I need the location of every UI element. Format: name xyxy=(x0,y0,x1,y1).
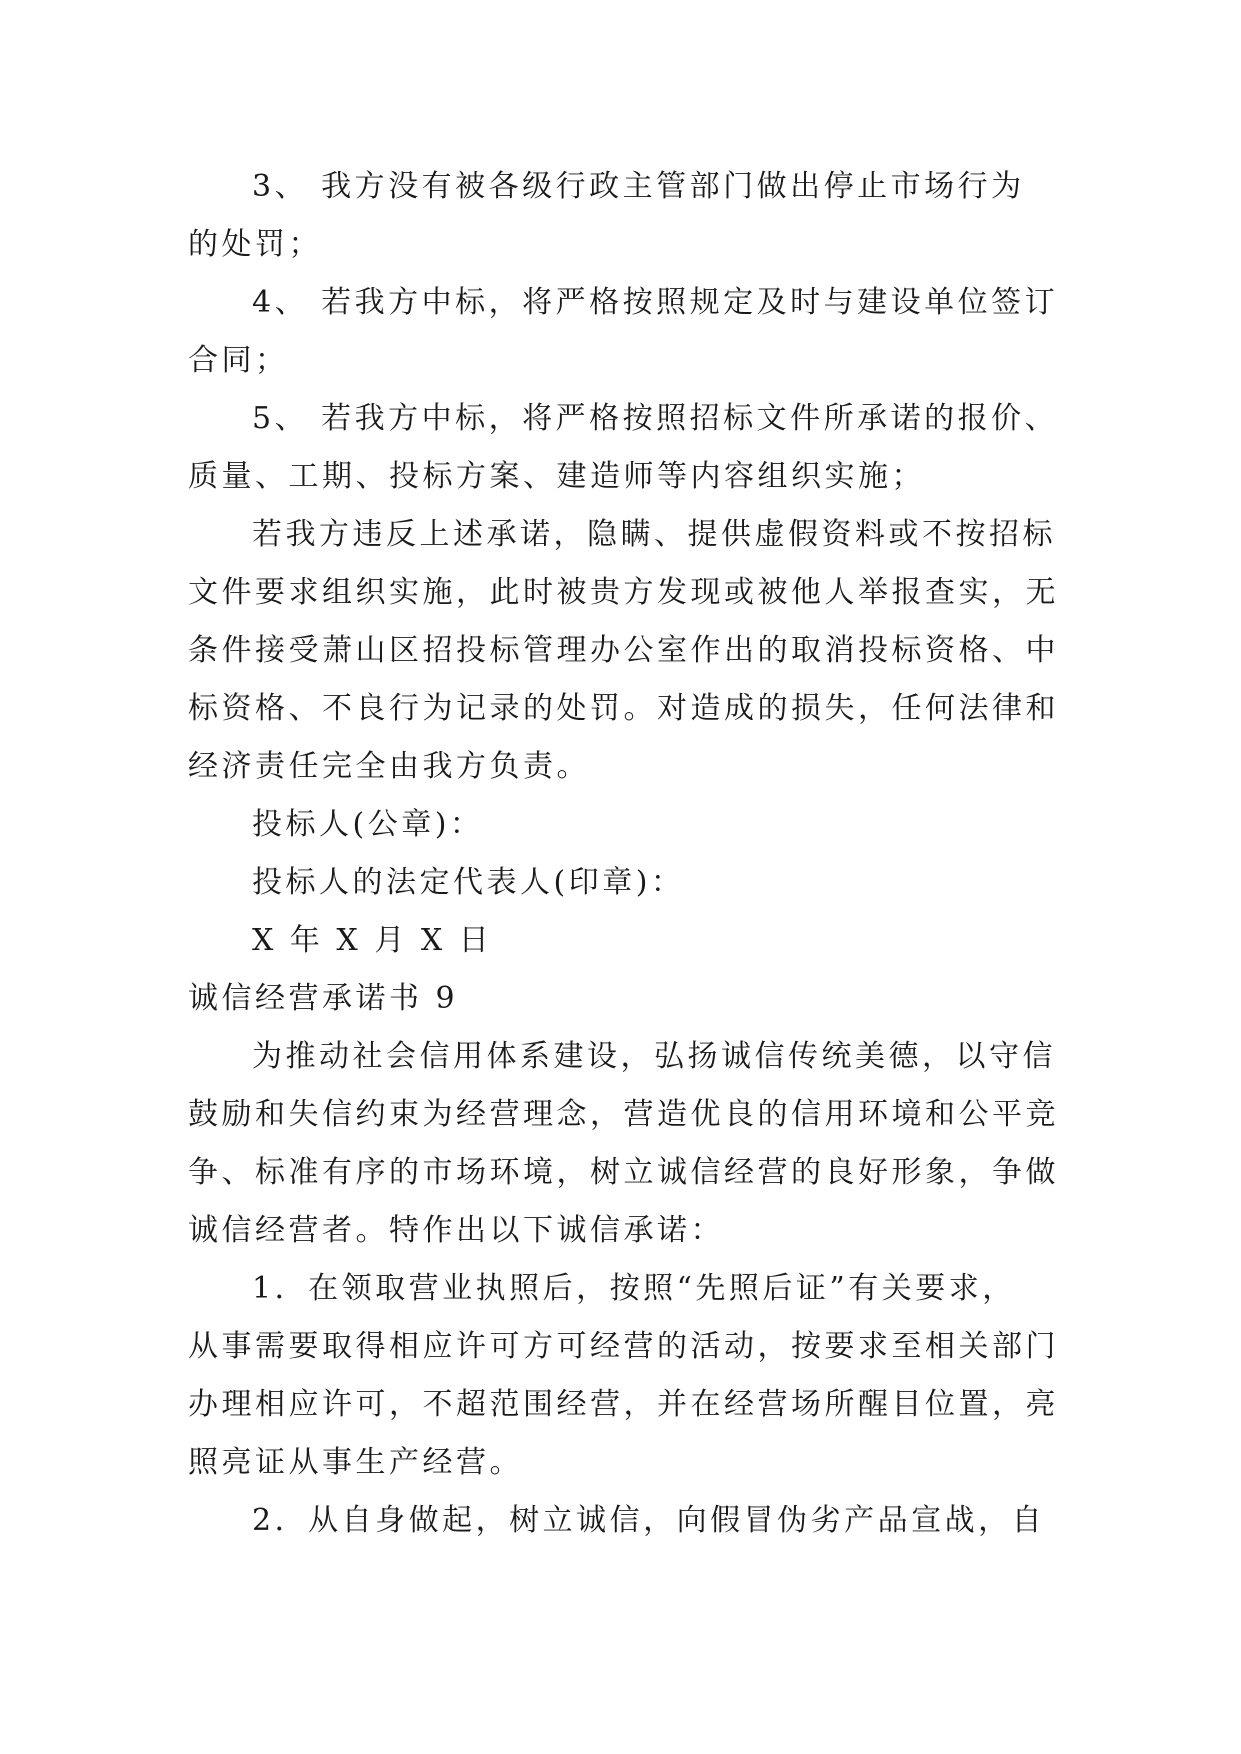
violation-paragraph-line-5: 经济责任完全由我方负责。 xyxy=(188,749,590,784)
document-body xyxy=(188,158,1059,1550)
violation-paragraph-line-3: 条件接受萧山区招投标管理办公室作出的取消投标资格、中 xyxy=(188,633,1059,668)
pledge-1-line-3: 办理相应许可，不超范围经营，并在经营场所醒目位置，亮 xyxy=(188,1387,1059,1422)
commitment-item-3-line-1: 3、 我方没有被各级行政主管部门做出停止市场行为 xyxy=(252,169,1025,204)
violation-paragraph-line-2: 文件要求组织实施，此时被贵方发现或被他人举报查实，无 xyxy=(188,575,1059,610)
commitment-item-5-line-2: 质量、工期、投标方案、建造师等内容组织实施； xyxy=(188,459,925,494)
pledge-1-line-2: 从事需要取得相应许可方可经营的活动，按要求至相关部门 xyxy=(188,1329,1059,1364)
intro-paragraph-line-3: 争、标准有序的市场环境，树立诚信经营的良好形象，争做 xyxy=(188,1155,1059,1190)
intro-paragraph-line-2: 鼓励和失信约束为经营理念，营造优良的信用环境和公平竞 xyxy=(188,1097,1059,1132)
bidder-seal-label: 投标人(公章)： xyxy=(252,807,484,842)
pledge-1-line-4: 照亮证从事生产经营。 xyxy=(188,1445,523,1480)
signature-date: X 年 X 月 X 日 xyxy=(252,923,493,958)
commitment-item-5-line-1: 5、 若我方中标，将严格按照招标文件所承诺的报价、 xyxy=(252,401,1059,436)
legal-representative-seal-label: 投标人的法定代表人(印章)： xyxy=(252,865,685,900)
violation-paragraph-line-1: 若我方违反上述承诺，隐瞒、提供虚假资料或不按招标 xyxy=(252,517,1056,552)
section-heading-9: 诚信经营承诺书 9 xyxy=(188,981,459,1016)
pledge-1-line-1: 1．在领取营业执照后，按照“先照后证”有关要求， xyxy=(252,1271,1016,1306)
intro-paragraph-line-1: 为推动社会信用体系建设，弘扬诚信传统美德，以守信 xyxy=(252,1039,1056,1074)
commitment-item-3-line-2: 的处罚； xyxy=(188,227,322,262)
commitment-item-4-line-2: 合同； xyxy=(188,343,289,378)
commitment-item-4-line-1: 4、 若我方中标，将严格按照规定及时与建设单位签订 xyxy=(252,285,1059,320)
pledge-2-line-1: 2．从自身做起，树立诚信，向假冒伪劣产品宣战，自 xyxy=(252,1503,1046,1538)
violation-paragraph-line-4: 标资格、不良行为记录的处罚。对造成的损失，任何法律和 xyxy=(188,691,1059,726)
intro-paragraph-line-4: 诚信经营者。特作出以下诚信承诺： xyxy=(188,1213,724,1248)
